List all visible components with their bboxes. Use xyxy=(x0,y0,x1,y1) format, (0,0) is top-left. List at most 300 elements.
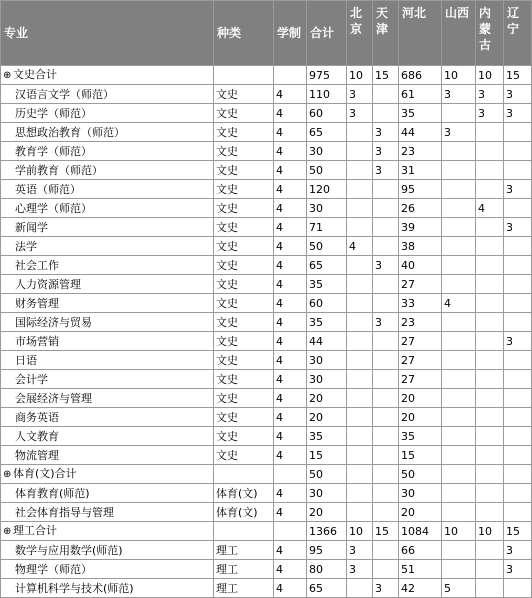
type-cell: 文史 xyxy=(214,389,274,408)
region-count-cell xyxy=(476,180,504,199)
major-cell xyxy=(1,465,214,484)
years-cell: 4 xyxy=(274,85,307,104)
region-count-cell: 23 xyxy=(399,142,442,161)
major-name: 法学 xyxy=(15,239,37,253)
major-name: 体育教育(师范) xyxy=(15,486,90,500)
type-cell: 文史 xyxy=(214,123,274,142)
total-cell: 30 xyxy=(307,370,347,389)
major-name: 社会体育指导与管理 xyxy=(15,505,114,519)
region-count-cell xyxy=(373,218,399,237)
region-count-cell xyxy=(442,465,476,484)
major-name: 文史合计 xyxy=(13,68,57,81)
region-count-cell xyxy=(476,503,504,522)
major-cell xyxy=(1,351,214,370)
region-count-cell xyxy=(442,351,476,370)
major-cell xyxy=(1,522,214,541)
years-cell: 4 xyxy=(274,218,307,237)
type-cell: 理工 xyxy=(214,541,274,560)
years-cell xyxy=(274,465,307,484)
region-count-cell xyxy=(476,332,504,351)
region-count-cell: 3 xyxy=(442,123,476,142)
years-cell: 4 xyxy=(274,389,307,408)
region-count-cell xyxy=(347,484,373,503)
region-count-cell xyxy=(373,237,399,256)
region-count-cell xyxy=(347,370,373,389)
table-row xyxy=(1,408,532,427)
header-row xyxy=(1,1,532,66)
type-cell: 体育(文) xyxy=(214,484,274,503)
major-cell xyxy=(1,275,214,294)
region-count-cell xyxy=(347,180,373,199)
region-count-cell xyxy=(504,446,532,465)
region-count-cell xyxy=(504,351,532,370)
years-cell: 4 xyxy=(274,579,307,598)
region-count-cell: 1084 xyxy=(399,522,442,541)
region-count-cell xyxy=(347,123,373,142)
region-count-cell xyxy=(504,389,532,408)
region-count-cell xyxy=(373,104,399,123)
region-count-cell xyxy=(442,104,476,123)
major-name: 市场营销 xyxy=(15,334,59,348)
region-count-cell xyxy=(476,142,504,161)
total-cell: 65 xyxy=(307,579,347,598)
table-row xyxy=(1,389,532,408)
region-count-cell xyxy=(373,541,399,560)
region-count-cell xyxy=(347,446,373,465)
region-count-cell xyxy=(476,446,504,465)
major-name: 人力资源管理 xyxy=(15,277,81,291)
region-count-cell xyxy=(442,313,476,332)
region-count-cell xyxy=(476,408,504,427)
region-count-cell xyxy=(373,275,399,294)
major-cell xyxy=(1,85,214,104)
table-row xyxy=(1,180,532,199)
major-cell xyxy=(1,123,214,142)
major-name: 日语 xyxy=(15,353,37,367)
type-cell: 理工 xyxy=(214,560,274,579)
region-count-cell xyxy=(442,180,476,199)
years-cell xyxy=(274,522,307,541)
region-count-cell: 95 xyxy=(399,180,442,199)
major-cell xyxy=(1,332,214,351)
region-count-cell xyxy=(504,408,532,427)
table-row xyxy=(1,560,532,579)
region-count-cell xyxy=(442,408,476,427)
major-name: 汉语言文学（师范） xyxy=(15,87,114,101)
major-cell xyxy=(1,541,214,560)
major-cell xyxy=(1,484,214,503)
region-count-cell xyxy=(347,313,373,332)
table-row xyxy=(1,199,532,218)
region-count-cell xyxy=(373,560,399,579)
region-count-cell: 30 xyxy=(399,484,442,503)
region-count-cell xyxy=(504,427,532,446)
region-count-cell: 50 xyxy=(399,465,442,484)
region-count-cell xyxy=(347,503,373,522)
region-count-cell xyxy=(442,161,476,180)
region-count-cell xyxy=(504,199,532,218)
years-cell: 4 xyxy=(274,484,307,503)
major-cell xyxy=(1,370,214,389)
table-row xyxy=(1,446,532,465)
region-count-cell xyxy=(442,560,476,579)
major-name: 心理学（师范） xyxy=(15,201,92,215)
total-cell: 95 xyxy=(307,541,347,560)
major-cell xyxy=(1,180,214,199)
major-name: 英语（师范） xyxy=(15,182,81,196)
region-count-cell xyxy=(504,465,532,484)
region-count-cell: 3 xyxy=(373,256,399,275)
region-count-cell xyxy=(347,389,373,408)
total-cell: 30 xyxy=(307,199,347,218)
region-count-cell: 3 xyxy=(504,332,532,351)
type-cell: 文史 xyxy=(214,104,274,123)
table-row xyxy=(1,161,532,180)
region-count-cell xyxy=(504,237,532,256)
region-count-cell xyxy=(442,237,476,256)
region-count-cell xyxy=(373,503,399,522)
major-cell xyxy=(1,408,214,427)
type-cell: 文史 xyxy=(214,142,274,161)
region-count-cell: 3 xyxy=(504,218,532,237)
region-count-cell xyxy=(504,123,532,142)
total-cell: 1366 xyxy=(307,522,347,541)
region-count-cell: 39 xyxy=(399,218,442,237)
region-count-cell: 33 xyxy=(399,294,442,313)
major-cell xyxy=(1,256,214,275)
region-count-cell xyxy=(442,503,476,522)
years-cell: 4 xyxy=(274,427,307,446)
type-cell: 理工 xyxy=(214,579,274,598)
region-count-cell xyxy=(347,161,373,180)
type-cell: 体育(文) xyxy=(214,503,274,522)
years-cell: 4 xyxy=(274,161,307,180)
table-row xyxy=(1,275,532,294)
region-count-cell xyxy=(347,142,373,161)
type-cell: 文史 xyxy=(214,161,274,180)
region-count-cell: 10 xyxy=(476,522,504,541)
region-count-cell: 10 xyxy=(442,66,476,85)
major-cell xyxy=(1,218,214,237)
region-count-cell: 61 xyxy=(399,85,442,104)
region-count-cell xyxy=(476,579,504,598)
region-count-cell xyxy=(347,332,373,351)
years-cell: 4 xyxy=(274,446,307,465)
region-count-cell: 3 xyxy=(373,142,399,161)
major-name: 计算机科学与技术(师范) xyxy=(15,581,134,595)
major-name: 人文教育 xyxy=(15,429,59,443)
region-count-cell: 3 xyxy=(442,85,476,104)
total-cell: 15 xyxy=(307,446,347,465)
region-count-cell xyxy=(373,446,399,465)
region-count-cell xyxy=(373,389,399,408)
expand-icon[interactable]: ⊕ xyxy=(3,469,12,480)
region-count-cell xyxy=(476,123,504,142)
region-count-cell xyxy=(476,389,504,408)
total-cell: 71 xyxy=(307,218,347,237)
region-count-cell xyxy=(373,85,399,104)
region-count-cell xyxy=(347,275,373,294)
header-region-shanxi: 山西 xyxy=(442,1,476,66)
total-cell: 30 xyxy=(307,351,347,370)
years-cell: 4 xyxy=(274,351,307,370)
group-total-row[interactable] xyxy=(1,66,532,85)
major-cell xyxy=(1,503,214,522)
region-count-cell: 26 xyxy=(399,199,442,218)
region-count-cell: 23 xyxy=(399,313,442,332)
header-major: 专业 xyxy=(1,1,214,66)
table-row xyxy=(1,503,532,522)
region-count-cell xyxy=(347,351,373,370)
major-name: 新闻学 xyxy=(15,220,48,234)
region-count-cell xyxy=(373,294,399,313)
type-cell: 文史 xyxy=(214,237,274,256)
major-name: 物流管理 xyxy=(15,448,59,462)
years-cell: 4 xyxy=(274,560,307,579)
region-count-cell xyxy=(476,313,504,332)
major-cell xyxy=(1,389,214,408)
type-cell: 文史 xyxy=(214,408,274,427)
region-count-cell: 3 xyxy=(476,85,504,104)
region-count-cell: 5 xyxy=(442,579,476,598)
region-count-cell: 40 xyxy=(399,256,442,275)
region-count-cell: 15 xyxy=(504,522,532,541)
total-cell: 60 xyxy=(307,104,347,123)
region-count-cell: 686 xyxy=(399,66,442,85)
total-cell: 44 xyxy=(307,332,347,351)
type-cell: 文史 xyxy=(214,351,274,370)
total-cell: 975 xyxy=(307,66,347,85)
major-cell xyxy=(1,446,214,465)
major-name: 财务管理 xyxy=(15,296,59,310)
type-cell: 文史 xyxy=(214,294,274,313)
region-count-cell xyxy=(476,275,504,294)
region-count-cell xyxy=(347,408,373,427)
region-count-cell xyxy=(347,579,373,598)
header-total: 合计 xyxy=(307,1,347,66)
region-count-cell xyxy=(442,370,476,389)
region-count-cell xyxy=(476,541,504,560)
region-count-cell: 3 xyxy=(373,123,399,142)
header-region-beijing: 北京 xyxy=(347,1,373,66)
major-cell xyxy=(1,237,214,256)
region-count-cell: 15 xyxy=(504,66,532,85)
type-cell xyxy=(214,465,274,484)
region-count-cell xyxy=(442,218,476,237)
major-name: 教育学（师范） xyxy=(15,144,92,158)
major-name: 历史学（师范） xyxy=(15,106,92,120)
expand-icon[interactable]: ⊕ xyxy=(3,526,12,537)
years-cell: 4 xyxy=(274,503,307,522)
years-cell: 4 xyxy=(274,180,307,199)
region-count-cell xyxy=(373,180,399,199)
region-count-cell xyxy=(476,237,504,256)
years-cell: 4 xyxy=(274,256,307,275)
region-count-cell xyxy=(476,161,504,180)
group-total-row[interactable] xyxy=(1,522,532,541)
total-cell: 35 xyxy=(307,427,347,446)
years-cell: 4 xyxy=(274,370,307,389)
region-count-cell xyxy=(373,199,399,218)
total-cell: 30 xyxy=(307,142,347,161)
header-region-liaoning: 辽宁 xyxy=(504,1,532,66)
header-region-tianjin: 天津 xyxy=(373,1,399,66)
total-cell: 65 xyxy=(307,256,347,275)
major-name: 理工合计 xyxy=(13,524,57,537)
region-count-cell: 10 xyxy=(442,522,476,541)
region-count-cell: 3 xyxy=(347,85,373,104)
major-name: 数学与应用数学(师范) xyxy=(15,543,123,557)
region-count-cell: 35 xyxy=(399,104,442,123)
region-count-cell: 27 xyxy=(399,332,442,351)
type-cell xyxy=(214,522,274,541)
region-count-cell: 20 xyxy=(399,503,442,522)
type-cell: 文史 xyxy=(214,446,274,465)
region-count-cell: 27 xyxy=(399,275,442,294)
region-count-cell xyxy=(476,351,504,370)
region-count-cell xyxy=(442,446,476,465)
table-row xyxy=(1,237,532,256)
region-count-cell xyxy=(504,161,532,180)
region-count-cell: 3 xyxy=(347,560,373,579)
region-count-cell: 3 xyxy=(347,541,373,560)
region-count-cell xyxy=(442,142,476,161)
region-count-cell: 4 xyxy=(476,199,504,218)
region-count-cell: 15 xyxy=(399,446,442,465)
years-cell: 4 xyxy=(274,237,307,256)
region-count-cell: 31 xyxy=(399,161,442,180)
total-cell: 65 xyxy=(307,123,347,142)
region-count-cell xyxy=(347,294,373,313)
table-row xyxy=(1,294,532,313)
years-cell: 4 xyxy=(274,408,307,427)
region-count-cell: 35 xyxy=(399,427,442,446)
major-name: 会计学 xyxy=(15,372,48,386)
region-count-cell xyxy=(373,370,399,389)
major-cell xyxy=(1,560,214,579)
major-name: 学前教育（师范） xyxy=(15,163,103,177)
major-cell xyxy=(1,579,214,598)
region-count-cell: 3 xyxy=(504,560,532,579)
region-count-cell xyxy=(504,370,532,389)
region-count-cell xyxy=(347,218,373,237)
region-count-cell xyxy=(347,427,373,446)
table-row xyxy=(1,427,532,446)
years-cell: 4 xyxy=(274,275,307,294)
major-name: 社会工作 xyxy=(15,258,59,272)
region-count-cell: 15 xyxy=(373,66,399,85)
table-row xyxy=(1,332,532,351)
total-cell: 50 xyxy=(307,465,347,484)
region-count-cell xyxy=(442,275,476,294)
table-row xyxy=(1,313,532,332)
header-region-neimenggu: 内蒙古 xyxy=(476,1,504,66)
region-count-cell xyxy=(442,541,476,560)
major-name: 体育(文)合计 xyxy=(13,467,77,480)
header-type: 种类 xyxy=(214,1,274,66)
region-count-cell: 10 xyxy=(347,522,373,541)
years-cell: 4 xyxy=(274,332,307,351)
years-cell: 4 xyxy=(274,313,307,332)
total-cell: 30 xyxy=(307,484,347,503)
table-row xyxy=(1,256,532,275)
region-count-cell: 15 xyxy=(373,522,399,541)
header-years: 学制 xyxy=(274,1,307,66)
major-name: 国际经济与贸易 xyxy=(15,315,92,329)
region-count-cell xyxy=(476,465,504,484)
region-count-cell xyxy=(504,256,532,275)
major-name: 商务英语 xyxy=(15,410,59,424)
region-count-cell xyxy=(373,332,399,351)
region-count-cell: 10 xyxy=(476,66,504,85)
major-cell xyxy=(1,66,214,85)
region-count-cell xyxy=(347,465,373,484)
group-total-row[interactable] xyxy=(1,465,532,484)
region-count-cell: 3 xyxy=(504,104,532,123)
region-count-cell: 4 xyxy=(442,294,476,313)
region-count-cell xyxy=(504,275,532,294)
region-count-cell xyxy=(442,427,476,446)
type-cell: 文史 xyxy=(214,218,274,237)
major-cell xyxy=(1,427,214,446)
region-count-cell xyxy=(442,332,476,351)
region-count-cell xyxy=(442,199,476,218)
region-count-cell: 66 xyxy=(399,541,442,560)
major-name: 思想政治教育（师范） xyxy=(15,125,125,139)
major-cell xyxy=(1,199,214,218)
table-row xyxy=(1,123,532,142)
expand-icon[interactable]: ⊕ xyxy=(3,70,12,81)
total-cell: 110 xyxy=(307,85,347,104)
total-cell: 35 xyxy=(307,313,347,332)
total-cell: 20 xyxy=(307,389,347,408)
table-row xyxy=(1,579,532,598)
region-count-cell xyxy=(373,427,399,446)
table-row xyxy=(1,351,532,370)
region-count-cell xyxy=(442,484,476,503)
region-count-cell xyxy=(442,256,476,275)
total-cell: 50 xyxy=(307,161,347,180)
region-count-cell xyxy=(476,484,504,503)
region-count-cell xyxy=(347,199,373,218)
major-cell xyxy=(1,313,214,332)
region-count-cell xyxy=(373,484,399,503)
region-count-cell: 20 xyxy=(399,389,442,408)
region-count-cell xyxy=(476,560,504,579)
table-body xyxy=(1,66,532,598)
region-count-cell xyxy=(476,294,504,313)
region-count-cell xyxy=(476,370,504,389)
years-cell: 4 xyxy=(274,142,307,161)
major-name: 会展经济与管理 xyxy=(15,391,92,405)
table-row xyxy=(1,85,532,104)
region-count-cell: 3 xyxy=(373,161,399,180)
type-cell: 文史 xyxy=(214,256,274,275)
region-count-cell xyxy=(504,484,532,503)
total-cell: 60 xyxy=(307,294,347,313)
major-name: 物理学（师范） xyxy=(15,562,92,576)
type-cell: 文史 xyxy=(214,313,274,332)
region-count-cell: 27 xyxy=(399,351,442,370)
total-cell: 20 xyxy=(307,503,347,522)
region-count-cell xyxy=(504,142,532,161)
total-cell: 35 xyxy=(307,275,347,294)
total-cell: 50 xyxy=(307,237,347,256)
table-row xyxy=(1,484,532,503)
region-count-cell xyxy=(504,294,532,313)
region-count-cell: 3 xyxy=(504,85,532,104)
type-cell: 文史 xyxy=(214,275,274,294)
